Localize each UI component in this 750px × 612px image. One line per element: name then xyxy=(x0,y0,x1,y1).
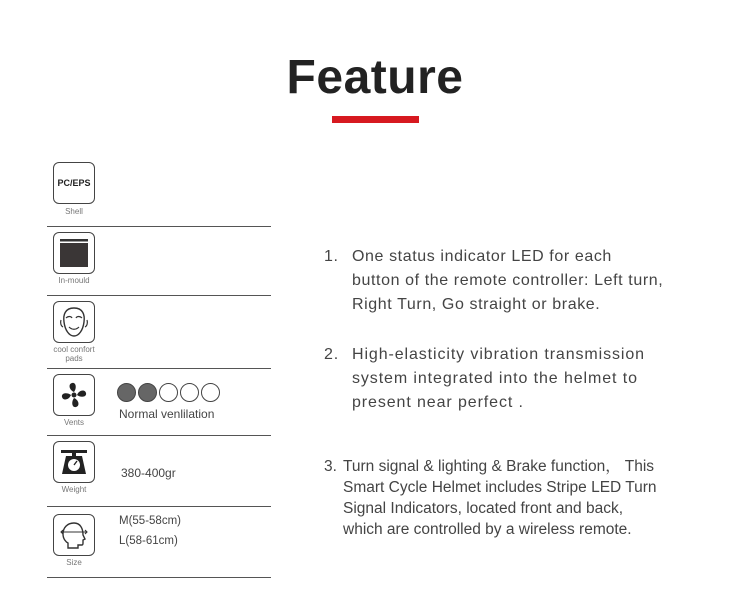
vent-level-dot xyxy=(159,383,178,402)
feature-number: 3. xyxy=(324,458,337,475)
size-value-m: M(55-58cm) xyxy=(119,515,181,527)
shell-icon-text: PC/EPS xyxy=(57,178,91,188)
feature-number: 2. xyxy=(324,346,340,363)
feature-text-line: Signal Indicators, located front and back, xyxy=(343,500,624,517)
feature-number: 1. xyxy=(324,248,339,265)
feature-text-line: High-elasticity vibration transmission xyxy=(352,346,645,363)
feature-text-line: Smart Cycle Helmet includes Stripe LED Turn xyxy=(343,479,657,496)
pads-caption-line2: pads xyxy=(65,354,83,363)
inmould-square-icon xyxy=(53,232,95,274)
ventilation-level-indicator xyxy=(117,383,220,402)
scale-icon xyxy=(53,441,95,483)
vent-level-dot xyxy=(138,383,157,402)
spec-row-weight xyxy=(47,436,271,507)
feature-item-3 xyxy=(324,456,657,540)
inmould-caption: In-mould xyxy=(58,276,90,285)
page-title: Feature xyxy=(286,51,464,104)
feature-text-line: Turn signal & lighting & Brake function， This xyxy=(343,458,655,475)
feature-item-1 xyxy=(324,245,663,317)
fan-icon xyxy=(53,374,95,416)
vents-value: Normal venlilation xyxy=(119,407,215,421)
spec-list xyxy=(47,155,271,578)
feature-text-line: present near perfect . xyxy=(352,394,524,411)
vent-level-dot xyxy=(201,383,220,402)
vent-level-dot xyxy=(117,383,136,402)
weight-caption: Weight xyxy=(61,485,87,494)
feature-text-line: which are controlled by a wireless remote. xyxy=(343,521,632,538)
weight-value: 380-400gr xyxy=(121,466,176,480)
spec-row-pads xyxy=(47,296,271,369)
size-caption: Size xyxy=(66,558,82,567)
spec-row-shell xyxy=(47,155,271,227)
feature-item-2 xyxy=(324,343,645,415)
spec-row-vents xyxy=(47,369,271,436)
pads-caption xyxy=(44,345,104,363)
pc-eps-badge-icon xyxy=(53,162,95,204)
feature-text-line: button of the remote controller: Left turn, xyxy=(352,272,664,289)
head-size-icon xyxy=(53,514,95,556)
feature-text-line: Right Turn, Go straight or brake. xyxy=(352,296,601,313)
spec-row-size xyxy=(47,507,271,578)
title-underline-accent xyxy=(332,116,419,123)
spec-row-inmould xyxy=(47,227,271,296)
pads-caption-line1: cool confort xyxy=(53,345,95,354)
vents-caption: Vents xyxy=(63,418,84,427)
size-value-l: L(58-61cm) xyxy=(119,535,178,547)
feature-text-line: system integrated into the helmet to xyxy=(352,370,638,387)
feature-text-line: One status indicator LED for each xyxy=(352,248,612,265)
vent-level-dot xyxy=(180,383,199,402)
face-pad-icon xyxy=(53,301,95,343)
shell-caption: Shell xyxy=(65,207,83,216)
